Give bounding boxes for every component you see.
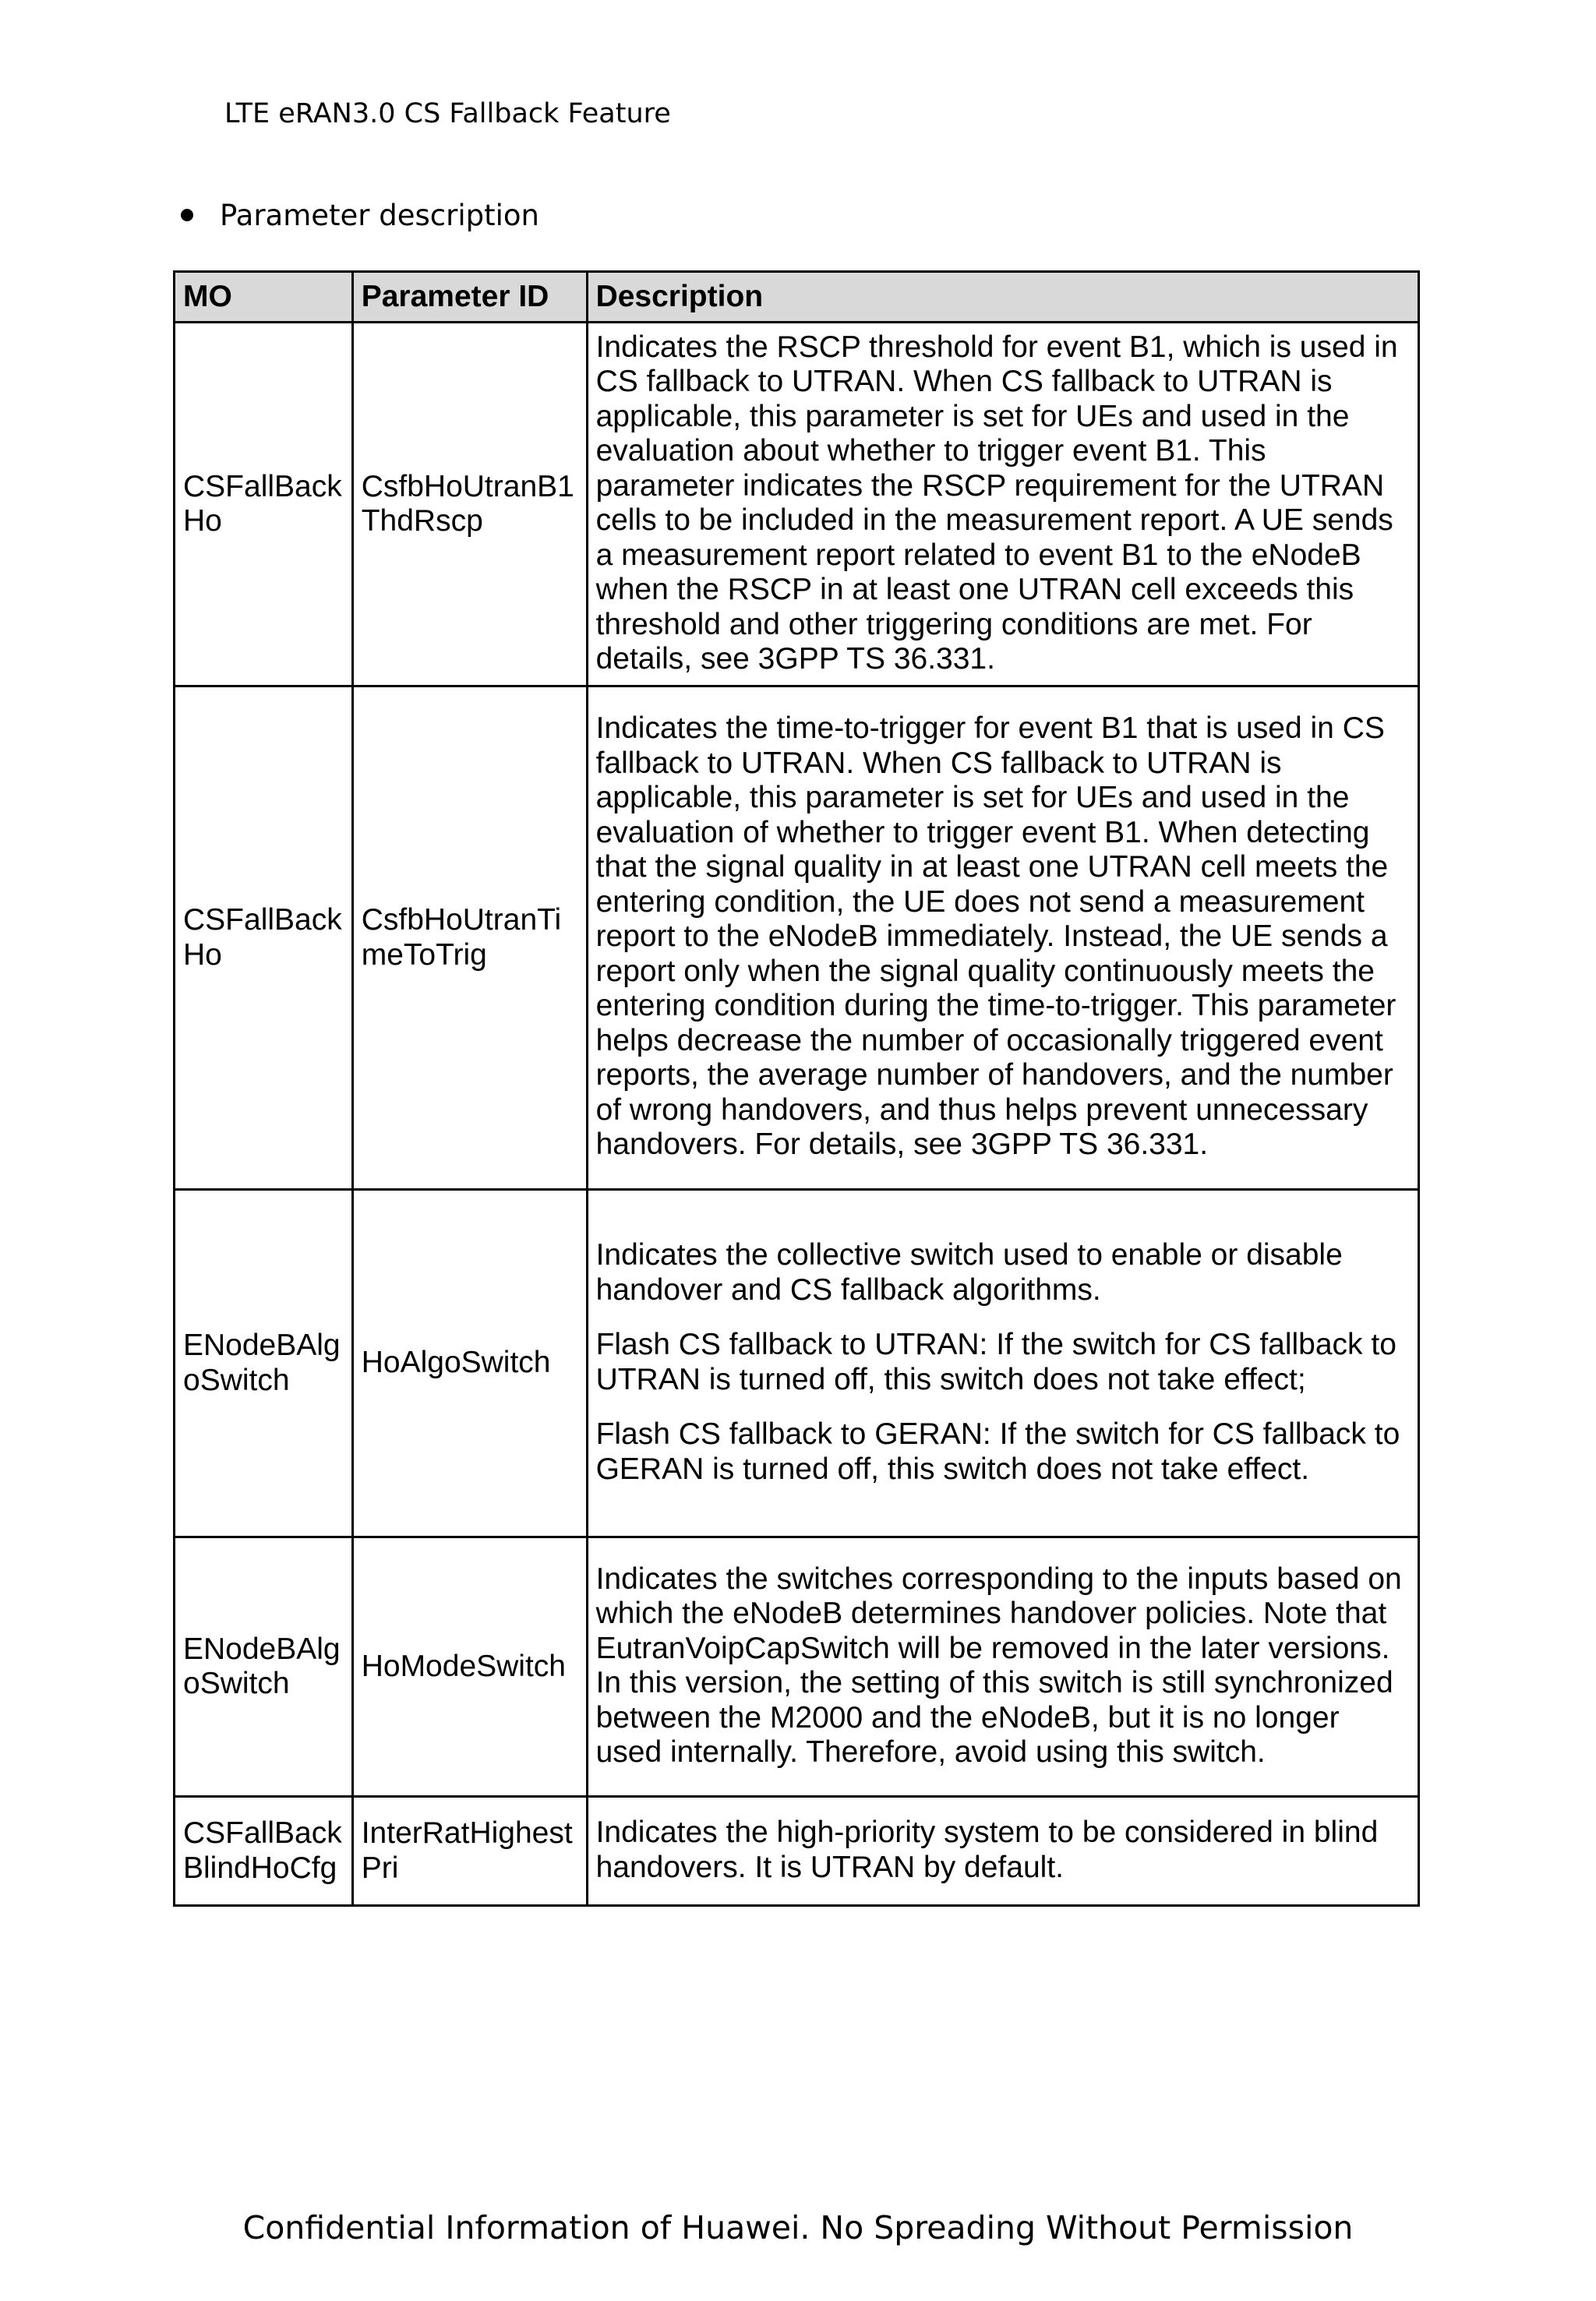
section-label: Parameter description [220,199,539,232]
description-paragraph: Indicates the time-to-trigger for event B1 that is used in CS fallback to UTRAN. When CS fallback to UTRAN is applicable, this parameter is set for UEs and used in the evaluation of whether to trigger event B1. When detecting that the signal quality in at least one UTRAN cell meets the entering condition, the UE does not send a measurement report to the eNodeB immediately. Instead, the UE sends a report only when the signal quality continuously meets the entering condition during the time-to-trigger. This parameter helps decrease the number of occasionally triggered event reports, the average number of handovers, and the number of wrong handovers, and thus helps prevent unnecessary handovers. For details, see 3GPP TS 36.331. [595,711,1396,1162]
cell-description [587,1190,1418,1537]
column-header-parameter-id: Parameter ID [352,272,587,323]
description-paragraph: Indicates the switches corresponding to the inputs based on which the eNodeB determines handover policies. Note that EutranVoipCapSwitch will be removed in the later versions. In this version, the setting of this switch is still synchronized between the M2000 and the eNodeB, but it is no longer used internally. Therefore, avoid using this switch. [595,1562,1402,1769]
cell-parameter-id: CsfbHoUtranB1 ThdRscp [352,323,587,686]
description-paragraph: Flash CS fallback to UTRAN: If the switch for CS fallback to UTRAN is turned off, this switch does not take effect; [595,1328,1396,1396]
description-paragraph: Indicates the high-priority system to be considered in blind handovers. It is UTRAN by default. [595,1816,1379,1884]
section-bullet [181,199,539,232]
bullet-icon [181,209,193,221]
description-paragraph: Flash CS fallback to GERAN: If the switch for CS fallback to GERAN is turned off, this switch does not take effect. [595,1417,1400,1486]
table-row [175,1797,1419,1906]
cell-description [587,323,1418,686]
table-row [175,1190,1419,1537]
table-row [175,323,1419,686]
parameter-table [173,270,1420,1907]
column-header-mo: MO [175,272,353,323]
table-header-row [175,272,1419,323]
column-header-description: Description [587,272,1418,323]
document-header: LTE eRAN3.0 CS Fallback Feature [224,98,671,129]
table-row [175,686,1419,1190]
cell-description [587,686,1418,1190]
cell-parameter-id: InterRatHighest Pri [352,1797,587,1906]
cell-mo: CSFallBack Ho [175,686,353,1190]
cell-description [587,1797,1418,1906]
cell-mo: CSFallBack BlindHoCfg [175,1797,353,1906]
description-paragraph: Indicates the RSCP threshold for event B1, which is used in CS fallback to UTRAN. When CS fallback to UTRAN is applicable, this parameter is set for UEs and used in the evaluation about whether to trigger event B1. This parameter indicates the RSCP requirement for the UTRAN cells to be included in the measurement report. A UE sends a measurement report related to event B1 to the eNodeB when the RSCP in at least one UTRAN cell exceeds this threshold and other triggering conditions are met. For details, see 3GPP TS 36.331. [595,330,1398,676]
cell-parameter-id: HoModeSwitch [352,1537,587,1797]
cell-description [587,1537,1418,1797]
cell-parameter-id: HoAlgoSwitch [352,1190,587,1537]
confidentiality-footer: Confidential Information of Huawei. No Spreading Without Permission [242,2209,1354,2246]
cell-mo: ENodeBAlg oSwitch [175,1537,353,1797]
cell-mo: CSFallBack Ho [175,323,353,686]
table-row [175,1537,1419,1797]
cell-parameter-id: CsfbHoUtranTi meToTrig [352,686,587,1190]
cell-mo: ENodeBAlg oSwitch [175,1190,353,1537]
description-paragraph: Indicates the collective switch used to enable or disable handover and CS fallback algorithms. [595,1238,1343,1307]
